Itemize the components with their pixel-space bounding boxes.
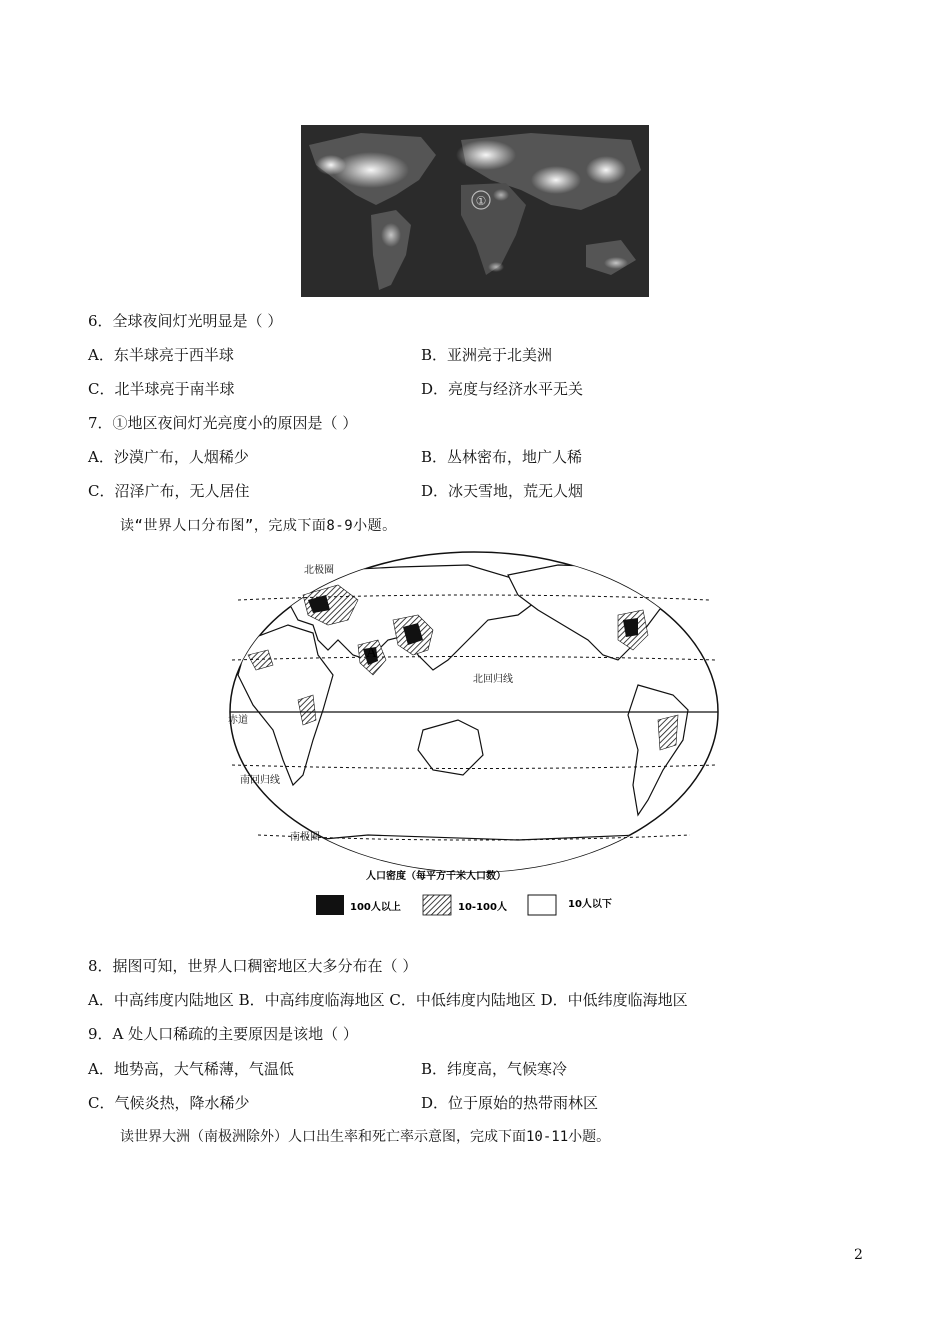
q8-stem: 8．据图可知，世界人口稠密地区大多分布在（ ）	[88, 957, 418, 975]
legend-swatch-sparse	[528, 895, 556, 915]
legend-label-dense: 100人以上	[350, 902, 401, 913]
intro-8-9: 读“世界人口分布图”，完成下面8-9小题。	[120, 518, 397, 534]
q9-stem: 9．A 处人口稀疏的主要原因是该地（ ）	[88, 1025, 358, 1043]
q9-option-c: C．气候炎热，降水稀少	[88, 1094, 250, 1112]
q9-option-a: A．地势高，大气稀薄，气温低	[88, 1060, 294, 1078]
q6-option-d: D．亮度与经济水平无关	[421, 380, 584, 398]
antarctica	[258, 835, 698, 875]
q7-option-c: C．沼泽广布，无人居住	[88, 482, 250, 500]
q7-option-b: B．丛林密布，地广人稀	[421, 448, 583, 466]
q6-stem: 6．全球夜间灯光明显是（ ）	[88, 312, 283, 330]
legend-title: 人口密度（每平方千米人口数）	[366, 871, 506, 882]
q6-option-a: A．东半球亮于西半球	[88, 346, 234, 364]
legend-label-sparse: 10人以下	[568, 899, 612, 910]
q7-option-d: D．冰天雪地，荒无人烟	[421, 482, 584, 500]
q6-option-b: B．亚洲亮于北美洲	[421, 346, 553, 364]
legend-swatch-medium	[423, 895, 451, 915]
label-equator: 赤道	[228, 715, 248, 726]
label-arctic-circle: 北极圈	[304, 565, 334, 576]
population-map	[218, 545, 730, 920]
night-lights-svg	[301, 125, 649, 297]
q9-option-d: D．位于原始的热带雨林区	[421, 1094, 599, 1112]
q7-stem: 7．①地区夜间灯光亮度小的原因是（ ）	[88, 414, 358, 432]
q7-option-a: A．沙漠广布，人烟稀少	[88, 448, 249, 466]
q6-option-c: C．北半球亮于南半球	[88, 380, 235, 398]
q8-options: A．中高纬度内陆地区 B．中高纬度临海地区 C．中低纬度内陆地区 D．中低纬度临海地区	[88, 991, 688, 1009]
label-region-a: A	[366, 645, 377, 661]
population-map-svg	[218, 545, 730, 920]
night-lights-map	[301, 125, 649, 297]
q9-option-b: B．纬度高，气候寒冷	[421, 1060, 568, 1078]
night-map-marker: ①	[475, 194, 487, 208]
intro-10-11: 读世界大洲（南极洲除外）人口出生率和死亡率示意图，完成下面10-11小题。	[120, 1129, 611, 1145]
label-antarctic-circle: 南极圈	[290, 832, 320, 843]
label-tropic-capricorn: 南回归线	[240, 775, 280, 786]
legend-swatch-dense	[316, 895, 344, 915]
legend-label-medium: 10-100人	[458, 902, 507, 913]
label-tropic-cancer: 北回归线	[473, 674, 513, 685]
page-number: 2	[854, 1247, 863, 1263]
